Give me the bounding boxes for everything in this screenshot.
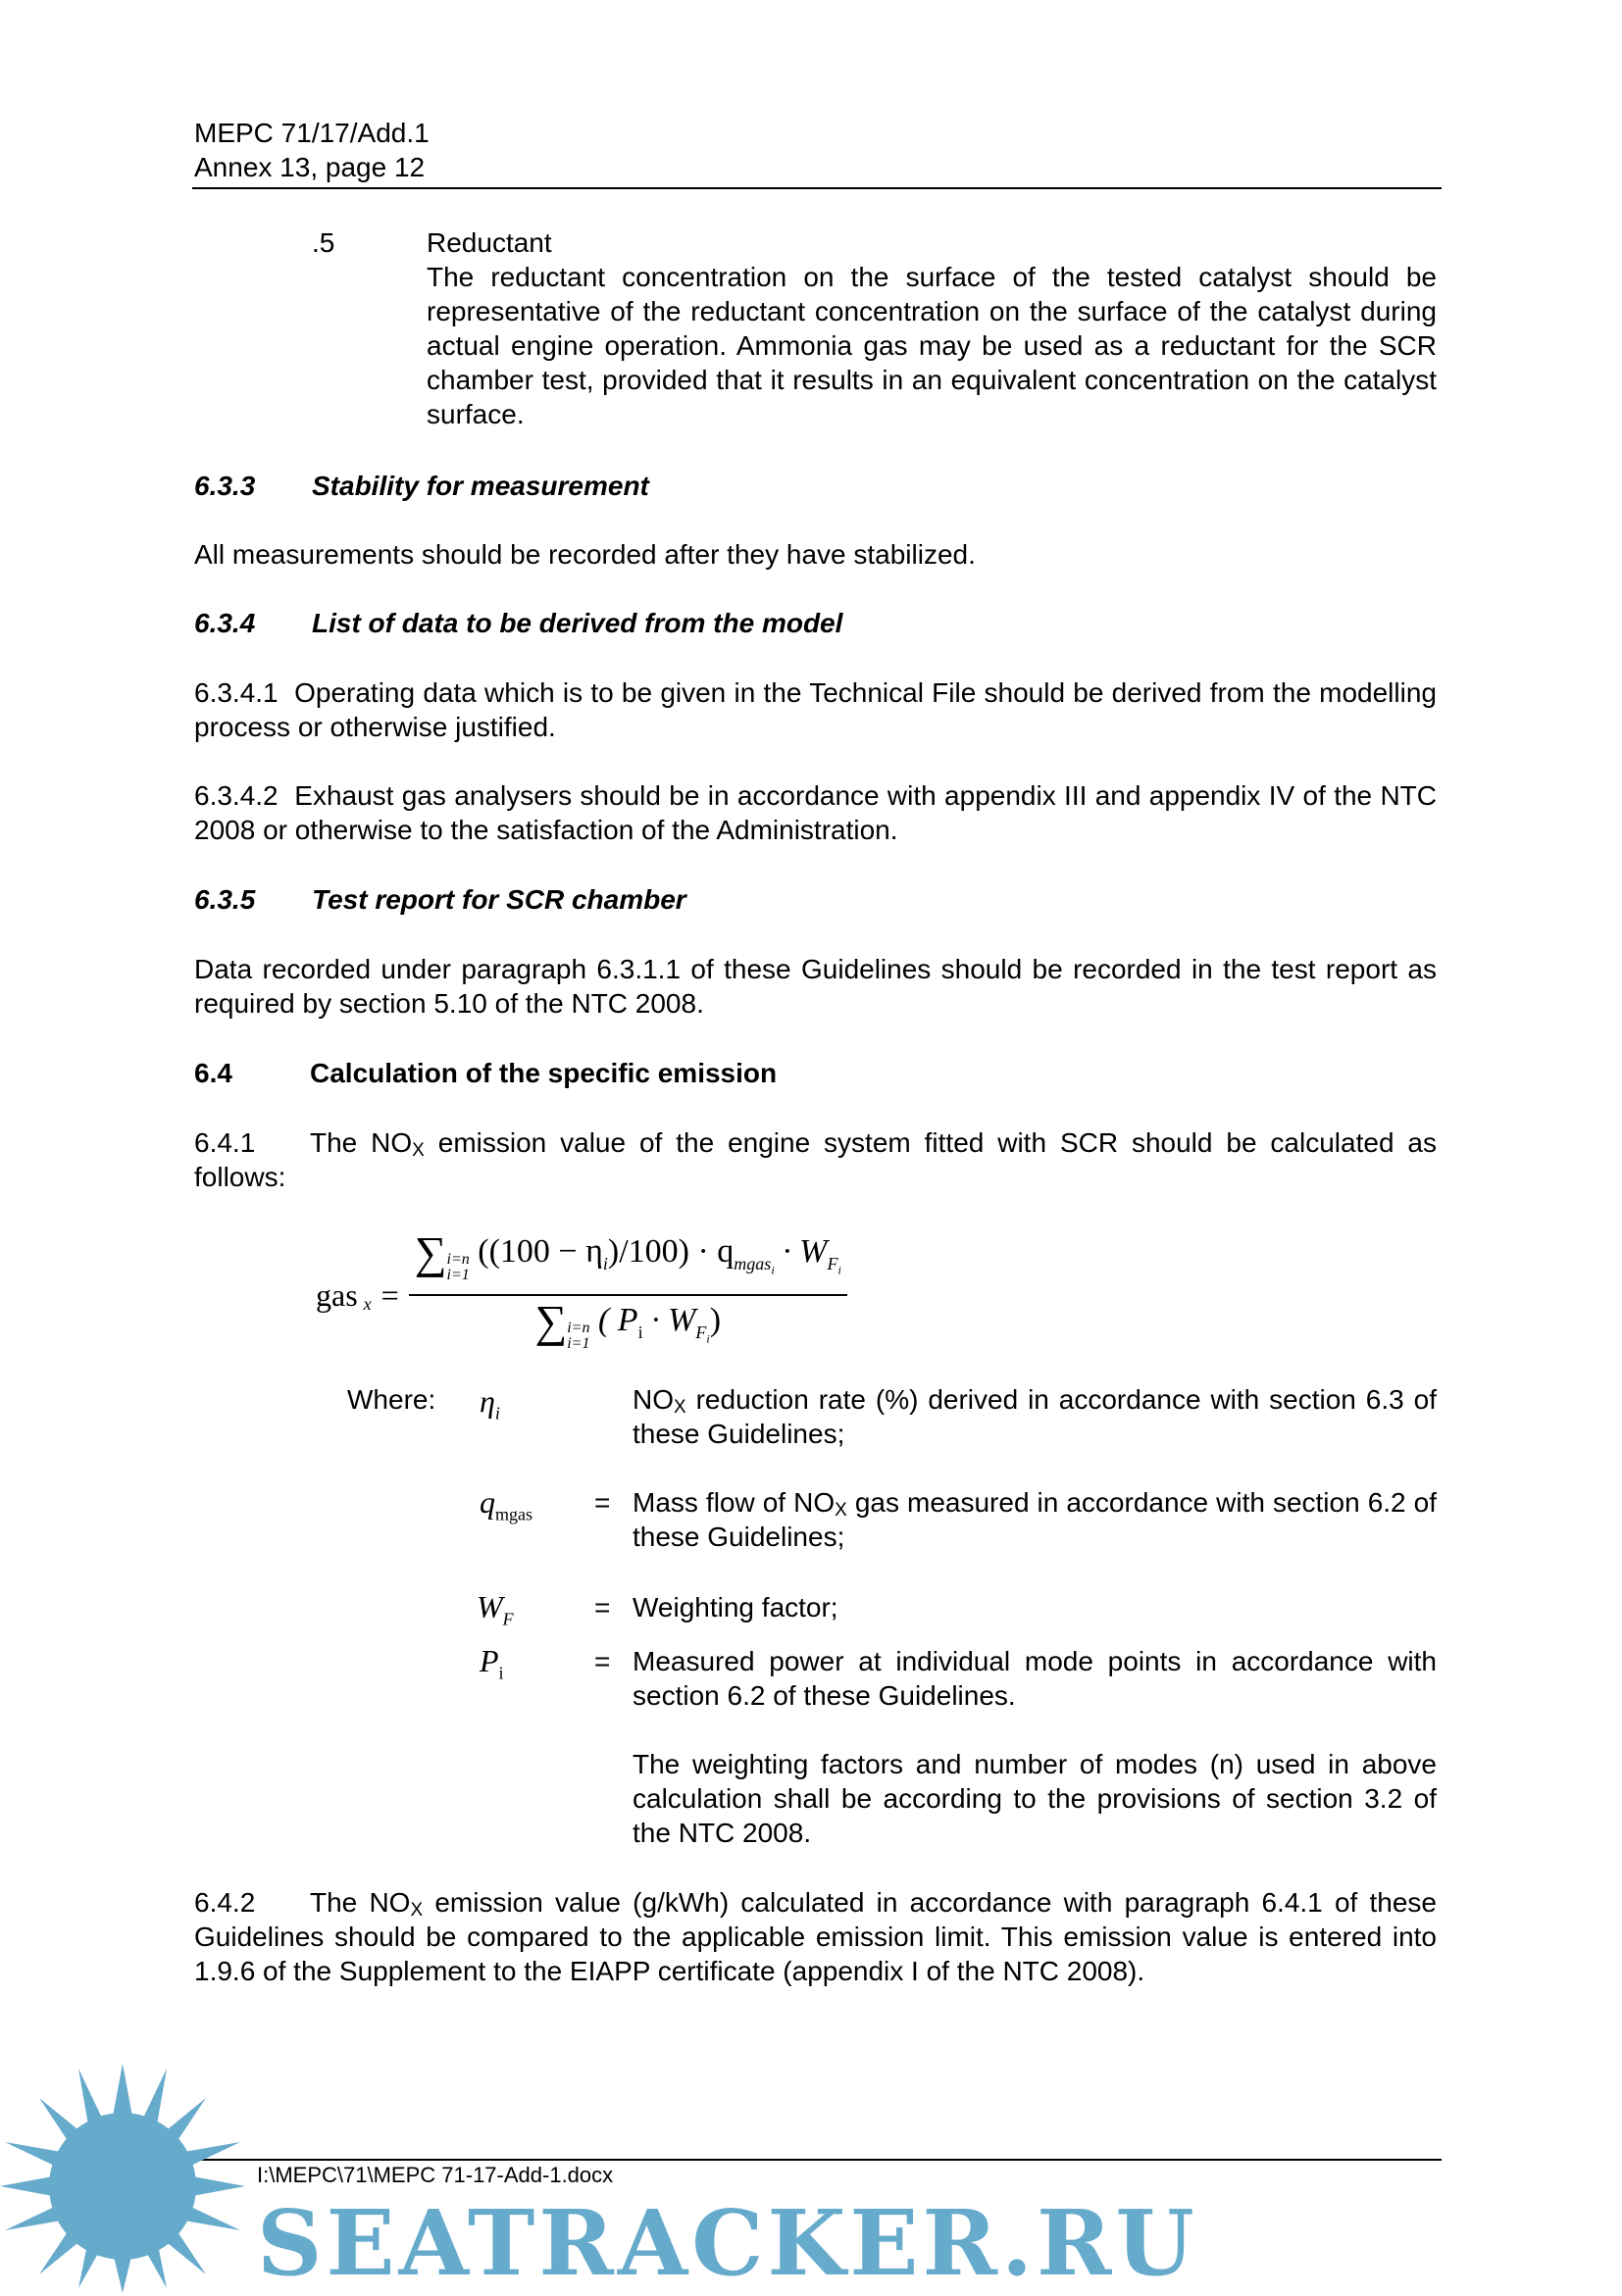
formula-lhs-sub: x	[363, 1293, 372, 1314]
formula-equals: =	[380, 1276, 399, 1313]
where-label: Where:	[347, 1384, 436, 1415]
item-text: The reductant concentration on the surface of the tested catalyst should be representative of the reductant concentration on the surface of the catalyst during actual engine operation. Ammonia gas may be used as a reductant for the SCR chamber test, provided that it results in an equivalent concentration on the catalyst surface.	[427, 262, 1437, 429]
equals-sign: =	[594, 1592, 611, 1622]
definition: $NO_X$ reduction rate (%) derived in accordance with section 6.3 of these Guidelines;	[633, 1384, 1437, 1449]
definition: Mass flow of $NO_X$ gas measured in accordance with section 6.2 of these Guidelines;	[633, 1487, 1437, 1552]
subscript: X	[412, 1140, 425, 1161]
footer-path: I:\MEPC\71\MEPC 71-17-Add-1.docx	[257, 2163, 614, 2187]
watermark-text: SEATRACKER.RU	[257, 2190, 1198, 2296]
equals-sign: =	[594, 1487, 611, 1518]
paragraph: 6.3.4.1 Operating data which is to be given in the Technical File should be derived from the modelling process or otherwise justified.	[194, 677, 1445, 742]
formula-fraction	[409, 1227, 847, 1364]
paragraph: All measurements should be recorded after they have stabilized.	[194, 539, 976, 570]
definition: Weighting factor;	[633, 1592, 838, 1622]
doc-id: MEPC 71/17/Add.1	[194, 118, 430, 148]
definition: Measured power at individual mode points in accordance with section 6.2 of these Guidelines.	[633, 1646, 1437, 1711]
section-heading: List of data to be derived from the model	[312, 608, 843, 638]
equals-sign: =	[594, 1646, 611, 1676]
paragraph: Data recorded under paragraph 6.3.1.1 of these Guidelines should be recorded in the test report as required by section 5.10 of the NTC 2008.	[194, 954, 1437, 1019]
text: The NO	[310, 1127, 413, 1158]
section-heading: Calculation of the specific emission	[310, 1058, 778, 1088]
paragraph: 6.3.4.2 Exhaust gas analysers should be in accordance with appendix III and appendix IV of the NTC 2008 or otherwise to the satisfaction of the Administration.	[194, 780, 1445, 845]
paragraph-642: 6.4.2 The $NO_X$ emission value (g/kWh) calculated in accordance with paragraph 6.4.1 of these Guidelines should be compared to the applicable emission limit. This emission value is entered into 1.9.6 of the Supplement to the EIAPP certificate (appendix I of the NTC 2008).	[194, 1887, 1437, 1986]
section-heading: Stability for measurement	[312, 471, 649, 501]
section-number: 6.4	[194, 1058, 232, 1088]
page-ref: Annex 13, page 12	[194, 152, 426, 182]
page-header	[194, 116, 430, 184]
weighting-note: The weighting factors and number of modes (n) used in above calculation shall be according to the provisions of section 3.2 of the NTC 2008.	[633, 1749, 1437, 1848]
paragraph-number: 6.4.2	[194, 1887, 256, 1918]
formula-lhs: gas	[316, 1276, 358, 1313]
item-reductant	[427, 225, 1437, 431]
section-number: 6.3.4	[194, 608, 256, 638]
item-number: .5	[312, 227, 335, 258]
paragraph-number: 6.4.1	[194, 1127, 256, 1158]
section-number: 6.3.5	[194, 884, 256, 915]
symbol-qmgas: $q_{mgas}$	[480, 1484, 532, 1524]
emission-formula	[316, 1227, 847, 1364]
text: emission value of the engine system fitted with SCR should be calculated as follows:	[194, 1127, 1437, 1192]
section-number: 6.3.3	[194, 471, 256, 501]
formula-denominator: ∑ i=n i=1 ( $P_i \cdot W_{F_i}$)	[534, 1296, 722, 1353]
symbol-p: $P_i$	[480, 1643, 504, 1683]
item-title: Reductant	[427, 227, 552, 258]
sun-logo-icon	[0, 2064, 245, 2293]
symbol-eta: $\eta_i$	[480, 1383, 500, 1423]
footer-rule	[192, 2159, 1442, 2161]
paragraph-641	[194, 1125, 1437, 1194]
formula-numerator: ∑ i=n i=1 $((100 - \eta_i)/100) \cdot q_{mgas_i} \cdot W_{F_i}$	[414, 1227, 841, 1283]
header-rule	[192, 187, 1442, 189]
section-heading: Test report for SCR chamber	[312, 884, 686, 915]
symbol-wf: $W_F$	[477, 1589, 514, 1629]
